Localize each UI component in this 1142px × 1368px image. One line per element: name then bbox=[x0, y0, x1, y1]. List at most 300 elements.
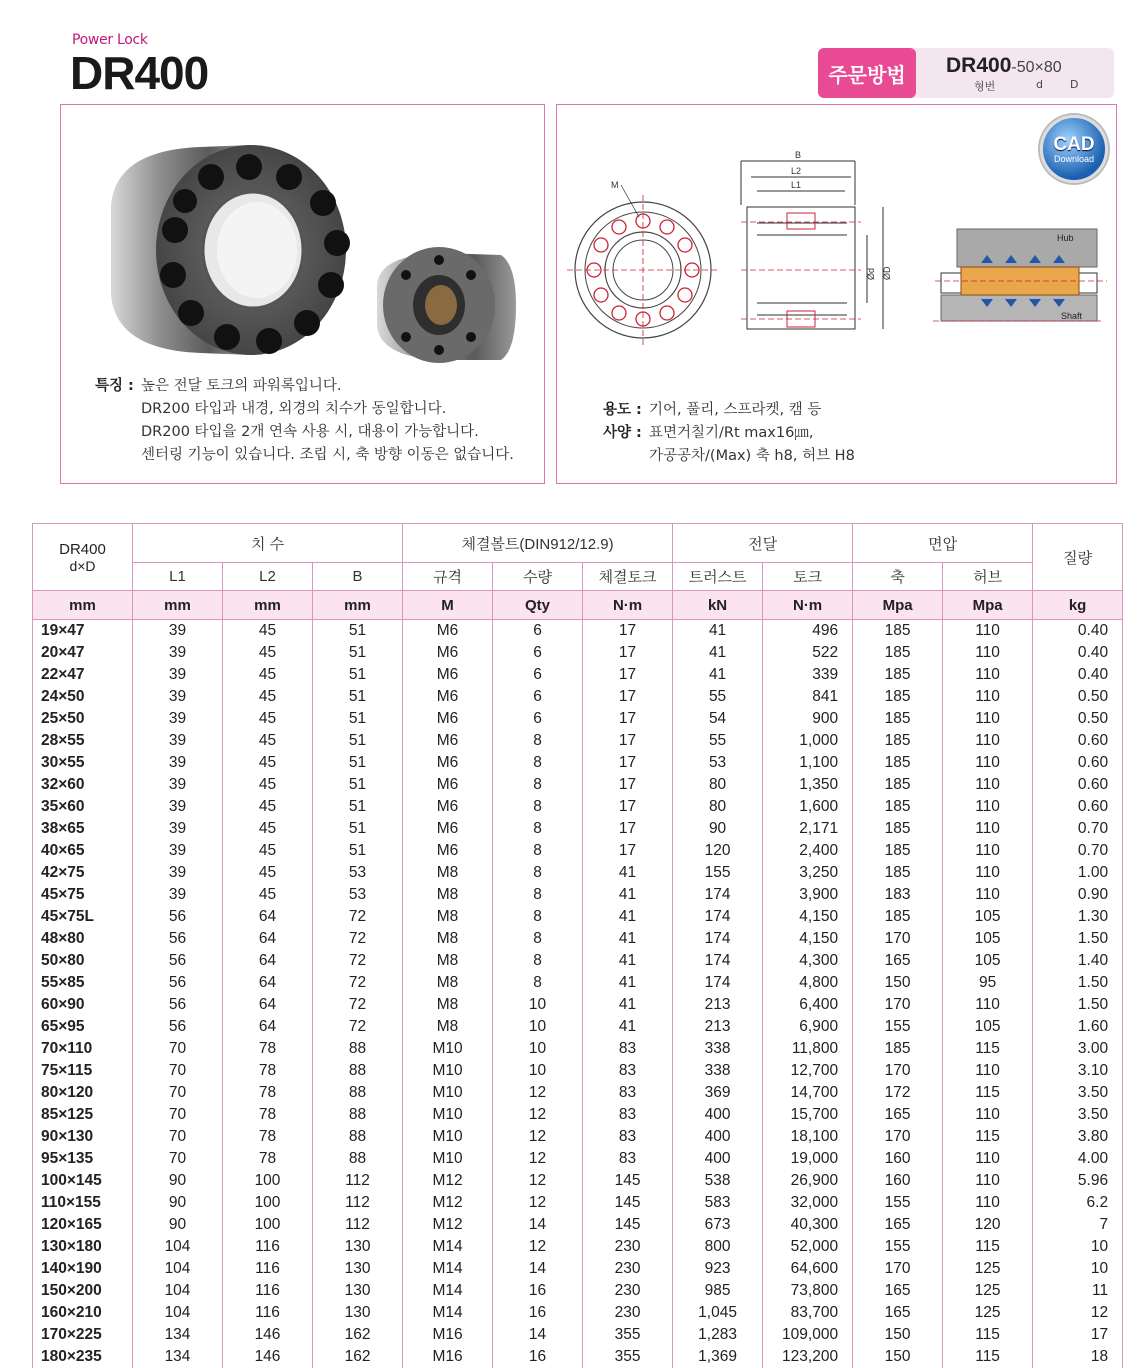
table-cell: 45 bbox=[223, 730, 313, 752]
table-cell: 88 bbox=[313, 1148, 403, 1170]
table-row bbox=[33, 1104, 1123, 1126]
table-cell: 1.30 bbox=[1033, 906, 1123, 928]
table-cell: 110 bbox=[943, 686, 1033, 708]
table-cell: 165 bbox=[853, 1302, 943, 1324]
table-cell: 64 bbox=[223, 994, 313, 1016]
table-cell: 65×95 bbox=[33, 1016, 133, 1038]
label-l2: L2 bbox=[791, 166, 802, 176]
table-cell: 369 bbox=[673, 1082, 763, 1104]
table-cell: 78 bbox=[223, 1104, 313, 1126]
table-cell: 12 bbox=[1033, 1302, 1123, 1324]
unit-cell: N·m bbox=[763, 591, 853, 620]
table-cell: 78 bbox=[223, 1082, 313, 1104]
table-cell: 39 bbox=[133, 840, 223, 862]
feature-line-3: DR200 타입을 2개 연속 사용 시, 대용이 가능합니다. bbox=[141, 424, 479, 440]
table-cell: 40,300 bbox=[763, 1214, 853, 1236]
table-cell: 38×65 bbox=[33, 818, 133, 840]
table-cell: 51 bbox=[313, 730, 403, 752]
table-cell: 12 bbox=[493, 1170, 583, 1192]
table-cell: 5.96 bbox=[1033, 1170, 1123, 1192]
table-cell: 1,045 bbox=[673, 1302, 763, 1324]
table-cell: 160 bbox=[853, 1148, 943, 1170]
table-cell: 11 bbox=[1033, 1280, 1123, 1302]
table-cell: 72 bbox=[313, 950, 403, 972]
table-row bbox=[33, 818, 1123, 840]
table-cell: 51 bbox=[313, 752, 403, 774]
table-cell: 174 bbox=[673, 884, 763, 906]
table-cell: 3.80 bbox=[1033, 1126, 1123, 1148]
table-cell: M8 bbox=[403, 928, 493, 950]
table-cell: 45 bbox=[223, 642, 313, 664]
table-cell: 64 bbox=[223, 972, 313, 994]
table-cell: 39 bbox=[133, 884, 223, 906]
table-cell: 162 bbox=[313, 1324, 403, 1346]
table-cell: 51 bbox=[313, 642, 403, 664]
table-cell: 72 bbox=[313, 906, 403, 928]
table-cell: 104 bbox=[133, 1258, 223, 1280]
table-cell: 355 bbox=[583, 1324, 673, 1346]
table-cell: 42×75 bbox=[33, 862, 133, 884]
table-cell: M6 bbox=[403, 708, 493, 730]
table-cell: 116 bbox=[223, 1280, 313, 1302]
table-cell: 78 bbox=[223, 1148, 313, 1170]
table-cell: 2,171 bbox=[763, 818, 853, 840]
table-cell: 105 bbox=[943, 928, 1033, 950]
table-cell: 116 bbox=[223, 1302, 313, 1324]
table-cell: 160×210 bbox=[33, 1302, 133, 1324]
table-cell: 125 bbox=[943, 1258, 1033, 1280]
cad-label: CAD bbox=[1053, 133, 1095, 155]
table-cell: 83 bbox=[583, 1082, 673, 1104]
unit-cell: mm bbox=[223, 591, 313, 620]
table-cell: 95 bbox=[943, 972, 1033, 994]
table-cell: 8 bbox=[493, 752, 583, 774]
table-cell: 70 bbox=[133, 1104, 223, 1126]
table-cell: 45 bbox=[223, 708, 313, 730]
table-cell: M12 bbox=[403, 1214, 493, 1236]
table-cell: 12 bbox=[493, 1148, 583, 1170]
table-cell: 3,900 bbox=[763, 884, 853, 906]
table-cell: 41 bbox=[673, 664, 763, 686]
table-cell: 41 bbox=[583, 884, 673, 906]
table-cell: 10 bbox=[493, 994, 583, 1016]
table-cell: M10 bbox=[403, 1060, 493, 1082]
table-cell: 51 bbox=[313, 774, 403, 796]
table-cell: 72 bbox=[313, 994, 403, 1016]
table-cell: 70 bbox=[133, 1082, 223, 1104]
table-cell: 162 bbox=[313, 1346, 403, 1368]
table-cell: 8 bbox=[493, 928, 583, 950]
order-method-label: 주문방법 bbox=[818, 48, 916, 98]
table-cell: 41 bbox=[583, 928, 673, 950]
table-cell: 1.50 bbox=[1033, 972, 1123, 994]
table-cell: M14 bbox=[403, 1280, 493, 1302]
table-cell: 45 bbox=[223, 752, 313, 774]
table-cell: 6 bbox=[493, 664, 583, 686]
table-cell: 673 bbox=[673, 1214, 763, 1236]
table-cell: 1,100 bbox=[763, 752, 853, 774]
table-cell: 32×60 bbox=[33, 774, 133, 796]
table-cell: M10 bbox=[403, 1082, 493, 1104]
table-cell: 12 bbox=[493, 1192, 583, 1214]
table-cell: 120 bbox=[943, 1214, 1033, 1236]
table-cell: 115 bbox=[943, 1346, 1033, 1368]
table-row bbox=[33, 708, 1123, 730]
table-cell: 55×85 bbox=[33, 972, 133, 994]
table-row bbox=[33, 1346, 1123, 1368]
table-cell: 1,283 bbox=[673, 1324, 763, 1346]
table-cell: 51 bbox=[313, 620, 403, 643]
table-cell: 17 bbox=[583, 730, 673, 752]
table-cell: M14 bbox=[403, 1236, 493, 1258]
subheader-cell: 트러스트 bbox=[673, 563, 763, 591]
table-cell: 19,000 bbox=[763, 1148, 853, 1170]
table-cell: 125 bbox=[943, 1302, 1033, 1324]
table-cell: 146 bbox=[223, 1324, 313, 1346]
table-row bbox=[33, 620, 1123, 643]
table-cell: 90 bbox=[673, 818, 763, 840]
table-cell: 88 bbox=[313, 1126, 403, 1148]
table-cell: 51 bbox=[313, 840, 403, 862]
table-cell: 522 bbox=[763, 642, 853, 664]
table-cell: 70 bbox=[133, 1038, 223, 1060]
table-cell: 8 bbox=[493, 818, 583, 840]
table-cell: 8 bbox=[493, 862, 583, 884]
subheader-cell: L1 bbox=[133, 563, 223, 591]
order-sub-d: d bbox=[1036, 78, 1043, 91]
table-cell: 45 bbox=[223, 796, 313, 818]
cad-download-label: Download bbox=[1053, 153, 1095, 164]
table-cell: 41 bbox=[583, 972, 673, 994]
hub-shaft-section bbox=[933, 229, 1107, 321]
table-cell: 83 bbox=[583, 1060, 673, 1082]
unit-cell: Mpa bbox=[943, 591, 1033, 620]
table-cell: 45 bbox=[223, 840, 313, 862]
table-cell: 83 bbox=[583, 1126, 673, 1148]
table-cell: 6 bbox=[493, 642, 583, 664]
table-cell: 60×90 bbox=[33, 994, 133, 1016]
subheader-cell: 규격 bbox=[403, 563, 493, 591]
table-cell: M8 bbox=[403, 950, 493, 972]
table-header-groups bbox=[33, 524, 1123, 563]
table-row bbox=[33, 862, 1123, 884]
table-cell: 17 bbox=[1033, 1324, 1123, 1346]
table-cell: 75×115 bbox=[33, 1060, 133, 1082]
table-row bbox=[33, 1236, 1123, 1258]
table-cell: 130 bbox=[313, 1302, 403, 1324]
table-cell: 8 bbox=[493, 906, 583, 928]
table-cell: 1.50 bbox=[1033, 928, 1123, 950]
table-cell: 8 bbox=[493, 972, 583, 994]
order-code-dims: -50×80 bbox=[1011, 59, 1062, 76]
header-mass: 질량 bbox=[1033, 524, 1123, 591]
order-code-model: DR400 bbox=[946, 54, 1012, 77]
table-cell: 105 bbox=[943, 950, 1033, 972]
table-cell: 32,000 bbox=[763, 1192, 853, 1214]
table-cell: 51 bbox=[313, 796, 403, 818]
table-cell: 85×125 bbox=[33, 1104, 133, 1126]
table-cell: 6 bbox=[493, 708, 583, 730]
table-row bbox=[33, 1016, 1123, 1038]
table-cell: 112 bbox=[313, 1170, 403, 1192]
table-cell: 14 bbox=[493, 1258, 583, 1280]
table-cell: 3.50 bbox=[1033, 1082, 1123, 1104]
table-cell: 45 bbox=[223, 686, 313, 708]
table-row bbox=[33, 1280, 1123, 1302]
table-cell: 0.60 bbox=[1033, 752, 1123, 774]
table-cell: 16 bbox=[493, 1280, 583, 1302]
table-cell: 110 bbox=[943, 840, 1033, 862]
table-cell: 145 bbox=[583, 1170, 673, 1192]
cad-download-button[interactable] bbox=[1040, 115, 1108, 183]
table-cell: 120 bbox=[673, 840, 763, 862]
table-cell: 83 bbox=[583, 1038, 673, 1060]
header-model: DR400 d×D bbox=[33, 524, 133, 591]
table-cell: 8 bbox=[493, 840, 583, 862]
table-cell: 51 bbox=[313, 708, 403, 730]
table-cell: 17 bbox=[583, 796, 673, 818]
table-cell: 4,800 bbox=[763, 972, 853, 994]
table-cell: 174 bbox=[673, 950, 763, 972]
table-cell: 39 bbox=[133, 774, 223, 796]
subheader-cell: 수량 bbox=[493, 563, 583, 591]
table-cell: 88 bbox=[313, 1060, 403, 1082]
table-cell: 17 bbox=[583, 620, 673, 643]
table-row bbox=[33, 928, 1123, 950]
table-cell: 18,100 bbox=[763, 1126, 853, 1148]
unit-cell: Mpa bbox=[853, 591, 943, 620]
table-cell: 10 bbox=[1033, 1258, 1123, 1280]
table-cell: 56 bbox=[133, 1016, 223, 1038]
table-cell: 185 bbox=[853, 686, 943, 708]
table-cell: 10 bbox=[493, 1016, 583, 1038]
table-row bbox=[33, 1258, 1123, 1280]
order-method-box bbox=[818, 48, 1114, 98]
table-cell: 355 bbox=[583, 1346, 673, 1368]
table-cell: 110×155 bbox=[33, 1192, 133, 1214]
table-cell: 0.40 bbox=[1033, 620, 1123, 643]
table-cell: 230 bbox=[583, 1236, 673, 1258]
table-cell: 95×135 bbox=[33, 1148, 133, 1170]
subheader-cell: L2 bbox=[223, 563, 313, 591]
table-row bbox=[33, 1038, 1123, 1060]
table-cell: 24×50 bbox=[33, 686, 133, 708]
table-cell: M6 bbox=[403, 664, 493, 686]
table-cell: 8 bbox=[493, 884, 583, 906]
table-cell: 3.50 bbox=[1033, 1104, 1123, 1126]
table-row bbox=[33, 1082, 1123, 1104]
table-cell: 12 bbox=[493, 1126, 583, 1148]
table-cell: 72 bbox=[313, 972, 403, 994]
table-cell: 170 bbox=[853, 994, 943, 1016]
unit-cell: M bbox=[403, 591, 493, 620]
table-cell: 115 bbox=[943, 1038, 1033, 1060]
table-cell: 1,000 bbox=[763, 730, 853, 752]
table-cell: 185 bbox=[853, 774, 943, 796]
table-cell: 14,700 bbox=[763, 1082, 853, 1104]
table-cell: 115 bbox=[943, 1082, 1033, 1104]
subheader-cell: 허브 bbox=[943, 563, 1033, 591]
table-cell: 41 bbox=[583, 1016, 673, 1038]
table-cell: 51 bbox=[313, 818, 403, 840]
table-cell: M6 bbox=[403, 752, 493, 774]
table-cell: 11,800 bbox=[763, 1038, 853, 1060]
table-cell: 6,400 bbox=[763, 994, 853, 1016]
table-row bbox=[33, 1302, 1123, 1324]
table-cell: 0.70 bbox=[1033, 818, 1123, 840]
table-cell: 25×50 bbox=[33, 708, 133, 730]
table-cell: 1,350 bbox=[763, 774, 853, 796]
table-cell: 134 bbox=[133, 1346, 223, 1368]
table-cell: 185 bbox=[853, 730, 943, 752]
table-body bbox=[33, 620, 1123, 1368]
table-cell: 78 bbox=[223, 1126, 313, 1148]
table-cell: 104 bbox=[133, 1280, 223, 1302]
table-cell: 41 bbox=[583, 862, 673, 884]
table-cell: 8 bbox=[493, 774, 583, 796]
usage-text: 기어, 풀리, 스프라켓, 캠 등 bbox=[649, 402, 822, 418]
table-cell: 45 bbox=[223, 620, 313, 643]
table-row bbox=[33, 730, 1123, 752]
spec-line-2: 가공공차/(Max) 축 h8, 허브 H8 bbox=[649, 448, 855, 464]
table-cell: 230 bbox=[583, 1302, 673, 1324]
table-cell: 14 bbox=[493, 1324, 583, 1346]
table-cell: 41 bbox=[583, 994, 673, 1016]
table-cell: 155 bbox=[853, 1192, 943, 1214]
table-cell: 165 bbox=[853, 1104, 943, 1126]
table-cell: M16 bbox=[403, 1324, 493, 1346]
table-cell: 90 bbox=[133, 1170, 223, 1192]
table-row bbox=[33, 752, 1123, 774]
table-cell: 17 bbox=[583, 818, 673, 840]
table-cell: 110 bbox=[943, 1148, 1033, 1170]
table-cell: 64 bbox=[223, 1016, 313, 1038]
unit-cell: Qty bbox=[493, 591, 583, 620]
label-b: B bbox=[795, 150, 802, 160]
table-cell: 80×120 bbox=[33, 1082, 133, 1104]
subheader-cell: 체결토크 bbox=[583, 563, 673, 591]
table-row bbox=[33, 1192, 1123, 1214]
table-cell: 116 bbox=[223, 1236, 313, 1258]
table-cell: 2,400 bbox=[763, 840, 853, 862]
table-cell: 53 bbox=[313, 862, 403, 884]
table-cell: M6 bbox=[403, 818, 493, 840]
table-cell: 110 bbox=[943, 664, 1033, 686]
product-photo bbox=[61, 105, 544, 365]
table-cell: 170 bbox=[853, 1126, 943, 1148]
table-cell: M12 bbox=[403, 1192, 493, 1214]
table-row bbox=[33, 664, 1123, 686]
table-cell: 110 bbox=[943, 994, 1033, 1016]
table-cell: 150 bbox=[853, 1346, 943, 1368]
table-cell: 985 bbox=[673, 1280, 763, 1302]
table-cell: 1,369 bbox=[673, 1346, 763, 1368]
table-cell: 116 bbox=[223, 1258, 313, 1280]
table-cell: 45 bbox=[223, 774, 313, 796]
table-cell: 115 bbox=[943, 1236, 1033, 1258]
table-header-sub bbox=[33, 563, 1123, 591]
table-cell: 70×110 bbox=[33, 1038, 133, 1060]
table-cell: 0.60 bbox=[1033, 796, 1123, 818]
table-cell: 123,200 bbox=[763, 1346, 853, 1368]
table-cell: 70 bbox=[133, 1126, 223, 1148]
table-cell: 185 bbox=[853, 1038, 943, 1060]
table-cell: 39 bbox=[133, 862, 223, 884]
table-cell: 110 bbox=[943, 1192, 1033, 1214]
table-cell: M6 bbox=[403, 686, 493, 708]
table-cell: 170 bbox=[853, 928, 943, 950]
unit-cell: N·m bbox=[583, 591, 673, 620]
table-cell: 41 bbox=[673, 620, 763, 643]
table-cell: 56 bbox=[133, 994, 223, 1016]
table-cell: M12 bbox=[403, 1170, 493, 1192]
table-cell: 1.00 bbox=[1033, 862, 1123, 884]
table-cell: 800 bbox=[673, 1236, 763, 1258]
table-cell: 6 bbox=[493, 686, 583, 708]
table-cell: 130 bbox=[313, 1258, 403, 1280]
table-cell: 110 bbox=[943, 730, 1033, 752]
table-cell: M10 bbox=[403, 1104, 493, 1126]
table-cell: 45 bbox=[223, 862, 313, 884]
table-cell: 39 bbox=[133, 664, 223, 686]
table-cell: 338 bbox=[673, 1060, 763, 1082]
table-row bbox=[33, 1126, 1123, 1148]
table-cell: 109,000 bbox=[763, 1324, 853, 1346]
table-cell: 17 bbox=[583, 664, 673, 686]
table-cell: 45 bbox=[223, 664, 313, 686]
table-cell: 12 bbox=[493, 1082, 583, 1104]
table-cell: 40×65 bbox=[33, 840, 133, 862]
table-cell: 120×165 bbox=[33, 1214, 133, 1236]
subheader-cell: B bbox=[313, 563, 403, 591]
table-cell: 185 bbox=[853, 840, 943, 862]
table-cell: 339 bbox=[763, 664, 853, 686]
table-cell: 39 bbox=[133, 708, 223, 730]
table-cell: 125 bbox=[943, 1280, 1033, 1302]
table-cell: 83 bbox=[583, 1148, 673, 1170]
table-cell: 15,700 bbox=[763, 1104, 853, 1126]
table-cell: 56 bbox=[133, 950, 223, 972]
header-pressure: 면압 bbox=[853, 524, 1033, 563]
table-cell: 14 bbox=[493, 1214, 583, 1236]
table-cell: 72 bbox=[313, 1016, 403, 1038]
table-cell: 105 bbox=[943, 1016, 1033, 1038]
table-cell: 80 bbox=[673, 796, 763, 818]
table-cell: 90 bbox=[133, 1192, 223, 1214]
table-cell: 10 bbox=[1033, 1236, 1123, 1258]
table-cell: 110 bbox=[943, 620, 1033, 643]
table-cell: 39 bbox=[133, 730, 223, 752]
table-cell: 185 bbox=[853, 620, 943, 643]
table-cell: 104 bbox=[133, 1302, 223, 1324]
table-cell: 4,300 bbox=[763, 950, 853, 972]
label-l1: L1 bbox=[791, 180, 802, 190]
table-cell: 17 bbox=[583, 642, 673, 664]
table-cell: 48×80 bbox=[33, 928, 133, 950]
table-cell: 30×55 bbox=[33, 752, 133, 774]
table-cell: 39 bbox=[133, 642, 223, 664]
table-cell: 10 bbox=[493, 1060, 583, 1082]
unit-cell: kg bbox=[1033, 591, 1123, 620]
unit-cell: kN bbox=[673, 591, 763, 620]
table-cell: 165 bbox=[853, 1280, 943, 1302]
table-cell: 64,600 bbox=[763, 1258, 853, 1280]
table-cell: 0.40 bbox=[1033, 664, 1123, 686]
table-cell: 39 bbox=[133, 752, 223, 774]
technical-drawing-panel bbox=[556, 104, 1117, 484]
table-cell: 6,900 bbox=[763, 1016, 853, 1038]
table-cell: 35×60 bbox=[33, 796, 133, 818]
